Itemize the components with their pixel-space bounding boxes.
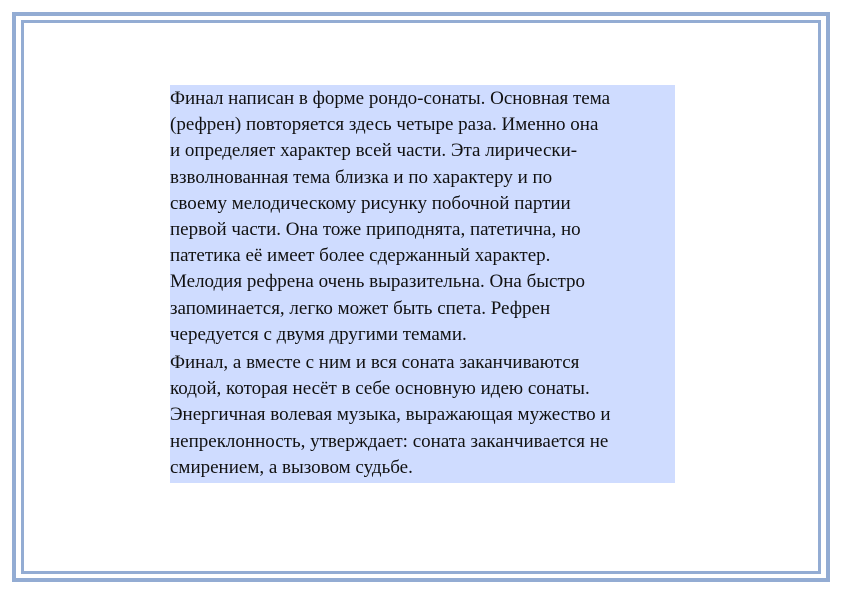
paragraph-2 bbox=[170, 350, 675, 481]
text-line: Финал, а вместе с ним и вся соната заканчиваются bbox=[170, 352, 580, 374]
text-line: смирением, а вызовом судьбе. bbox=[170, 456, 413, 478]
text-block bbox=[170, 85, 675, 483]
text-line: Финал написан в форме рондо-сонаты. Основная тема bbox=[170, 88, 611, 109]
text-line: непреклонность, утверждает: соната заканчивается не bbox=[170, 430, 609, 452]
text-line: патетика её имеет более сдержанный характер. bbox=[170, 245, 551, 267]
text-line: запоминается, легко может быть спета. Рефрен bbox=[170, 297, 551, 319]
text-line: Энергичная волевая музыка, выражающая мужество и bbox=[170, 404, 611, 426]
text-line: своему мелодическому рисунку побочной партии bbox=[170, 192, 571, 214]
text-line: Мелодия рефрена очень выразительна. Она быстро bbox=[170, 271, 585, 293]
text-line: (рефрен) повторяется здесь четыре раза. Именно она bbox=[170, 114, 599, 136]
text-line: и определяет характер всей части. Эта лирически- bbox=[170, 140, 578, 162]
text-line: чередуется с двумя другими темами. bbox=[170, 323, 467, 345]
paragraph-1 bbox=[170, 86, 675, 348]
text-line: первой части. Она тоже приподнята, патетична, но bbox=[170, 219, 581, 241]
text-line: взволнованная тема близка и по характеру и по bbox=[170, 166, 553, 188]
text-line: кодой, которая несёт в себе основную идею сонаты. bbox=[170, 378, 590, 400]
